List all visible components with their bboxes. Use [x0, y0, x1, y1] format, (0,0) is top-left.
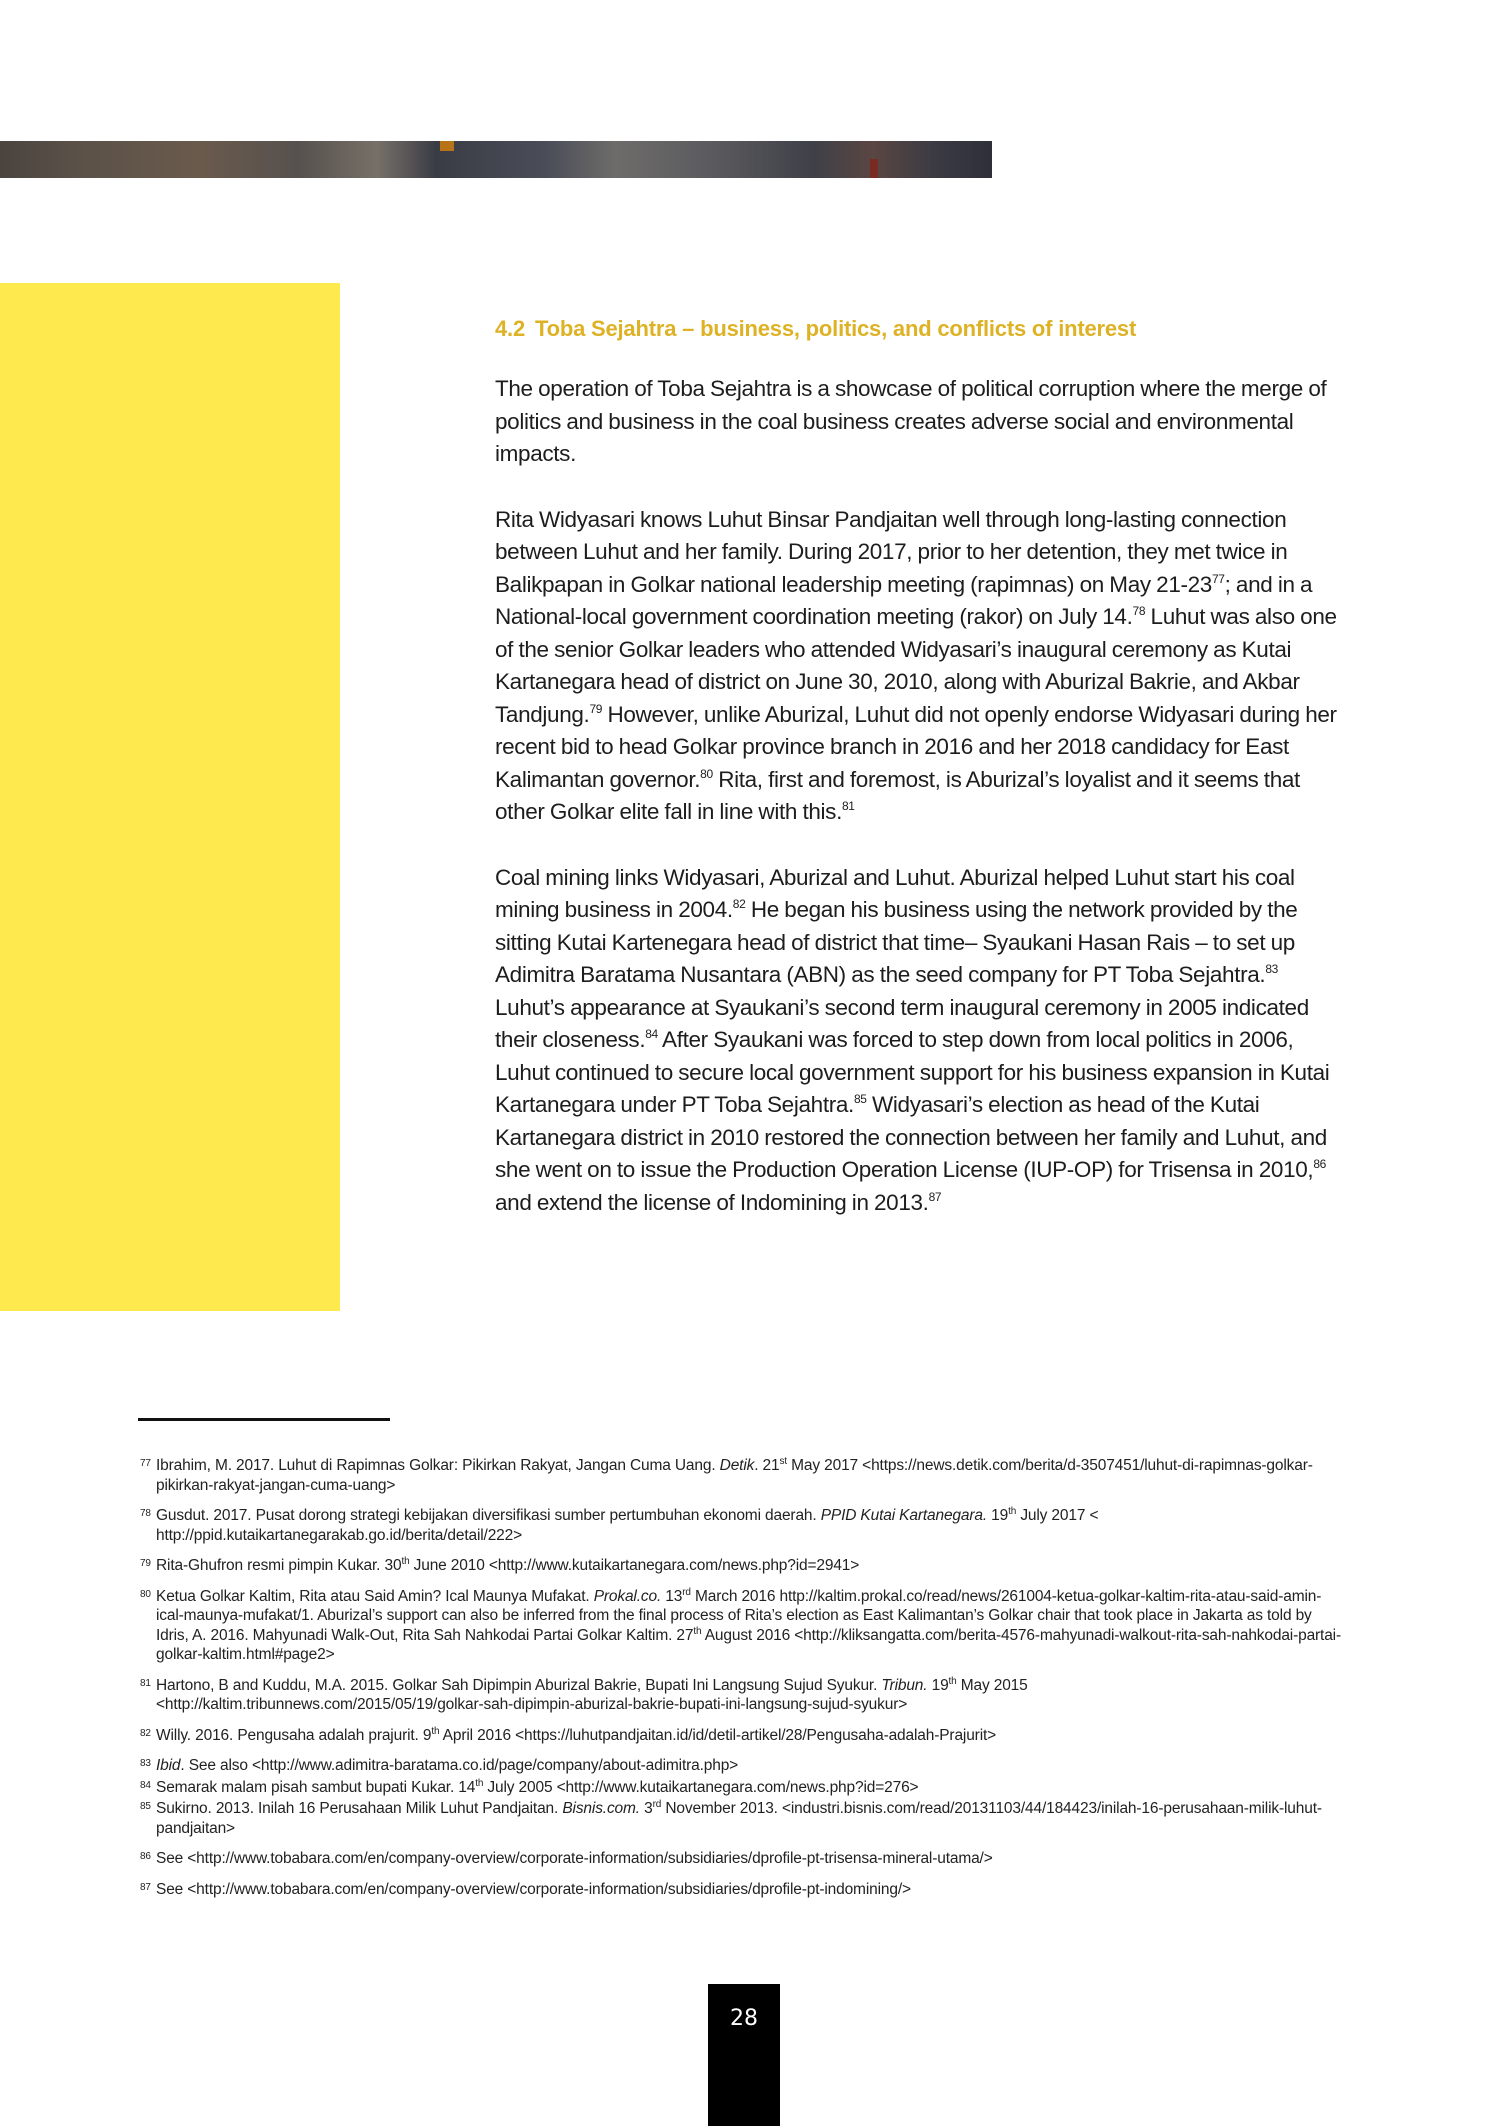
- header-photo-banner: [0, 141, 992, 178]
- footnote-number: 78: [140, 1508, 151, 1519]
- section-title: Toba Sejahtra – business, politics, and conflicts of interest: [534, 316, 1137, 341]
- footnote-item: 85 Sukirno. 2013. Inilah 16 Perusahaan Milik Luhut Pandjaitan. Bisnis.com. 3rd November 2013. <industri.bisnis.com/read/20131103/44/184423/inilah-16-perusahaan-milik-luhut-pandjaitan>: [140, 1799, 1322, 1837]
- footnote-ref: 85: [853, 1092, 867, 1106]
- footnote-item: 81 Hartono, B and Kuddu, M.A. 2015. Golkar Sah Dipimpin Aburizal Bakrie, Bupati Ini Langsung Sujud Syukur. Tribun. 19th May 2015 <http://kaltim.tribunnews.com/2015/05/19/golkar-sah-dipimpin-aburizal-bakrie-bupati-ini-langsung-sujud-syukur>: [140, 1675, 1028, 1713]
- footnote-item: 84 Semarak malam pisah sambut bupati Kukar. 14th July 2005 <http://www.kutaikartanegara.com/news.php?id=276>: [140, 1777, 919, 1796]
- footnote-ref: 87: [928, 1189, 942, 1204]
- footnote-ref: 78: [1132, 604, 1146, 618]
- footnote-number: 79: [140, 1558, 151, 1569]
- footnotes-list: [140, 1456, 1345, 1910]
- footnote-item: 79 Rita-Ghufron resmi pimpin Kukar. 30th June 2010 <http://www.kutaikartanegara.com/news.php?id=2941>: [140, 1556, 860, 1574]
- footnote-item: 83 Ibid. See also <http://www.adimitra-baratama.co.id/page/company/about-adimitra.php>: [140, 1756, 1345, 1776]
- page-number-tab: [708, 1984, 780, 2126]
- footnote-item: 86 See <http://www.tobabara.com/en/company-overview/corporate-information/subsidiaries/dprofile-pt-trisensa-mineral-utama/>: [140, 1849, 1345, 1869]
- footnote-ref: st: [779, 1456, 787, 1467]
- footnote-ref: rd: [682, 1586, 691, 1598]
- main-content: [495, 313, 1345, 1252]
- footnote-ref: 83: [1265, 962, 1278, 976]
- yellow-side-block: [0, 283, 340, 1311]
- section-number: 4.2: [495, 316, 525, 341]
- footnote-ref: 77: [1211, 571, 1225, 586]
- footnote-ref: rd: [652, 1799, 662, 1810]
- footnote-item: 77 Ibrahim, M. 2017. Luhut di Rapimnas Golkar: Pikirkan Rakyat, Jangan Cuma Uang. Detik. 21st May 2017 <https://news.detik.com/berita/d-3507451/luhut-di-rapimnas-golkar-pikirkan-rakyat-jangan-cuma-uang>: [140, 1456, 1313, 1494]
- footnote-item: 80 Ketua Golkar Kaltim, Rita atau Said Amin? Ical Maunya Mufakat. Prokal.co. 13rd March 2016 http://kaltim.prokal.co/read/news/261004-ketua-golkar-kaltim-rita-atau-said-amin-ical-maunya-mufakat/1. Aburizal’s support can also be inferred from the final process of Rita’s election as East Kalimantan’s Golkar chair that took place in Jakarta as told by Idris, A. 2016. Mahyunadi Walk-Out, Rita Sah Nahkodai Partai Golkar Kaltim. 27th August 2016 <http://kliksangatta.com/berita-4576-mahyunadi-walkout-rita-sah-nahkodai-partai-golkar-kaltim.html#page2>: [140, 1586, 1341, 1663]
- footnote-ref: 86: [1313, 1157, 1326, 1171]
- footnote-item: 78 Gusdut. 2017. Pusat dorong strategi kebijakan diversifikasi sumber pertumbuhan ekonomi daerah. PPID Kutai Kartanegara. 19th July 2017 < http://ppid.kutaikartanegarakab.go.id/berita/detail/222>: [140, 1506, 1099, 1544]
- footnote-separator: [138, 1418, 390, 1421]
- footnote-number: 77: [140, 1458, 151, 1469]
- italic-source: PPID Kutai Kartanegara.: [820, 1507, 987, 1524]
- footnote-number: 87: [140, 1881, 151, 1893]
- footnote-ref: th: [475, 1777, 484, 1789]
- italic-source: Tribun.: [881, 1676, 928, 1694]
- section-heading: [495, 313, 1345, 345]
- italic-source: Detik: [719, 1457, 755, 1474]
- footnote-ref: 84: [645, 1027, 658, 1041]
- footnote-ref: th: [401, 1556, 410, 1567]
- footnote-ref: 81: [841, 799, 855, 813]
- footnote-number: 86: [140, 1851, 151, 1862]
- footnote-item: 82 Willy. 2016. Pengusaha adalah prajurit. 9th April 2016 <https://luhutpandjaitan.id/id/detil-artikel/28/Pengusaha-adalah-Prajurit>: [140, 1725, 997, 1744]
- body-paragraph: The operation of Toba Sejahtra is a showcase of political corruption where the merge of politics and business in the coal business creates adverse social and environmental impacts.: [495, 376, 1327, 466]
- footnote-ref: th: [1008, 1506, 1017, 1517]
- footnote-ref: th: [948, 1675, 957, 1687]
- footnote-ref: th: [693, 1625, 702, 1637]
- footnote-item: 87 See <http://www.tobabara.com/en/company-overview/corporate-information/subsidiaries/dprofile-pt-indomining/>: [140, 1880, 1345, 1900]
- footnote-number: 83: [140, 1758, 151, 1769]
- italic-source: Prokal.co.: [593, 1587, 662, 1605]
- body-paragraph: Rita Widyasari knows Luhut Binsar Pandjaitan well through long-lasting connection between Luhut and her family. During 2017, prior to her detention, they met twice in Balikpapan in Golkar national leadership meeting (rapimnas) on May $21-23^{77}$; and in a National-local government coordination meeting (rakor) on July 14.78 Luhut was also one of the senior Golkar leaders who attended Widyasari’s inaugural ceremony as Kutai Kartanegara head of district on June 30, 2010, along with Aburizal Bakrie, and Akbar Tandjung.$^{79}$ However, unlike Aburizal, Luhut did not openly endorse Widyasari during her recent bid to head Golkar province branch in 2016 and her 2018 candidacy for East Kalimantan governor.$^{80}$ Rita, first and foremost, is Aburizal’s loyalist and it seems that other Golkar elite fall in line with this.$^{81}$: [495, 506, 1337, 824]
- body-paragraph: Coal mining links Widyasari, Aburizal and Luhut. Aburizal helped Luhut start his coal mining business in 2004.82 He began his business using the network provided by the sitting Kutai Kartenegara head of district that time– Syaukani Hasan Rais – to set up Adimitra Baratama Nusantara (ABN) as the seed company for PT Toba Sejahtra.$^{83}$ Luhut’s appearance at Syaukani’s second term inaugural ceremony in 2005 indicated their closeness.$^{84}$ After Syaukani was forced to step down from local politics in 2006, Luhut continued to secure local government support for his business expansion in Kutai Kartanegara under PT Toba Sejahtra.$^{85}$ Widyasari’s election as head of the Kutai Kartanegara district in 2010 restored the connection between her family and Luhut, and she went on to issue the Production Operation License (IUP-OP) for Trisensa in 2010,86 and extend the license of Indomining in 2013.87: [495, 864, 1330, 1215]
- footnote-ref: 80: [700, 766, 713, 781]
- footnote-number: 85: [140, 1801, 151, 1812]
- footnote-number: 81: [140, 1677, 151, 1689]
- footnote-number: 80: [140, 1588, 151, 1600]
- footnote-number: 82: [140, 1727, 151, 1739]
- italic-source: Ibid: [156, 1757, 181, 1774]
- page-number: 28: [730, 2006, 758, 2031]
- footnote-number: 84: [140, 1779, 151, 1791]
- footnote-ref: 82: [732, 897, 746, 911]
- footnote-ref: 79: [589, 701, 603, 716]
- italic-source: Bisnis.com.: [562, 1800, 640, 1817]
- footnote-ref: th: [431, 1725, 440, 1737]
